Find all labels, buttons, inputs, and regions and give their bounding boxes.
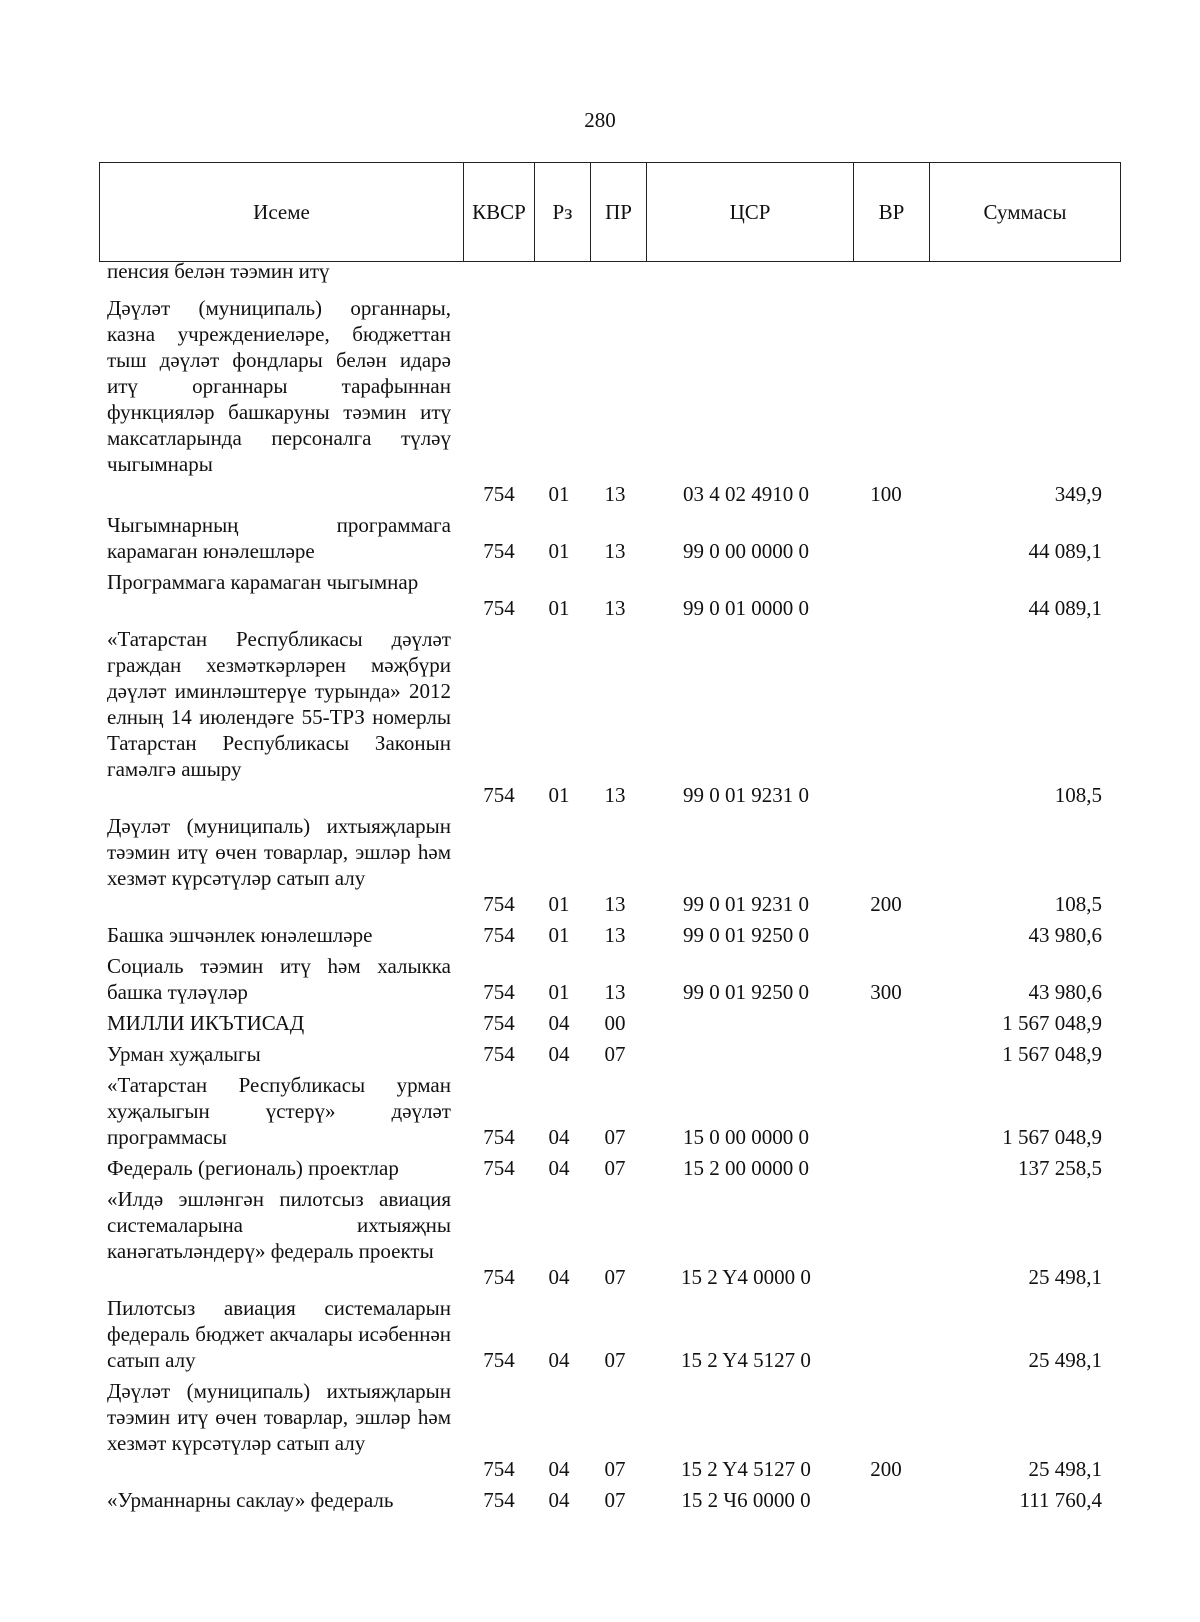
- table-row: [0, 259, 1200, 289]
- row-vr: 200: [870, 1457, 902, 1481]
- row-vr: 300: [870, 980, 902, 1004]
- row-rz: 01: [548, 783, 570, 807]
- row-pr: 00: [604, 1011, 626, 1035]
- row-rz: 04: [548, 1125, 570, 1149]
- row-rz: 01: [548, 539, 570, 563]
- table-row: [0, 948, 1200, 1005]
- row-rz: 01: [548, 980, 570, 1004]
- row-name: «Татарстан Республикасы урман хуҗалыгын үстерү» дәүләт программасы: [107, 1073, 451, 1149]
- row-sum: 1 567 048,9: [1002, 1011, 1102, 1035]
- table-row: [0, 289, 1200, 507]
- row-kvsr: 754: [483, 892, 515, 916]
- row-rz: 04: [548, 1488, 570, 1512]
- row-kvsr: 754: [483, 596, 515, 620]
- row-sum: 44 089,1: [1028, 539, 1102, 563]
- row-pr: 07: [604, 1348, 626, 1372]
- row-sum: 1 567 048,9: [1002, 1125, 1102, 1149]
- row-pr: 13: [604, 539, 626, 563]
- row-sum: 1 567 048,9: [1002, 1042, 1102, 1066]
- table-row: [0, 1005, 1200, 1036]
- row-name: МИЛЛИ ИКЪТИСАД: [107, 1011, 305, 1035]
- row-csr: 03 4 02 4910 0: [683, 482, 809, 506]
- row-kvsr: 754: [483, 1457, 515, 1481]
- row-name: Программага карамаган чыгымнар: [107, 570, 419, 594]
- column-header-vr: ВР: [854, 163, 930, 262]
- row-rz: 04: [548, 1265, 570, 1289]
- row-vr: 200: [870, 892, 902, 916]
- table-header: [99, 162, 1121, 262]
- table-row: [0, 1181, 1200, 1290]
- table-row: [0, 564, 1200, 621]
- row-pr: 13: [604, 923, 626, 947]
- row-vr: 100: [870, 482, 902, 506]
- row-pr: 07: [604, 1488, 626, 1512]
- row-name: Пилотсыз авиация системаларын федераль бюджет акчалары исәбеннән сатып алу: [107, 1296, 451, 1372]
- row-rz: 04: [548, 1011, 570, 1035]
- row-sum: 25 498,1: [1028, 1457, 1102, 1481]
- row-name: Чыгымнарның программага карамаган юнәлешләре: [107, 513, 451, 563]
- column-header-kvsr: КВСР: [464, 163, 535, 262]
- row-name: Башка эшчәнлек юнәлешләре: [107, 923, 373, 947]
- row-pr: 13: [604, 783, 626, 807]
- row-pr: 07: [604, 1125, 626, 1149]
- row-csr: 15 2 Y4 0000 0: [681, 1265, 811, 1289]
- row-kvsr: 754: [483, 1488, 515, 1512]
- row-sum: 137 258,5: [1018, 1156, 1102, 1180]
- column-header-name: Исеме: [100, 163, 464, 262]
- row-name: Урман хуҗалыгы: [107, 1042, 261, 1066]
- row-sum: 111 760,4: [1019, 1488, 1102, 1512]
- row-kvsr: 754: [483, 1348, 515, 1372]
- table-body: [0, 259, 1200, 1513]
- row-name: «Урманнарны саклау» федераль: [107, 1488, 394, 1512]
- row-rz: 01: [548, 596, 570, 620]
- table-row: [0, 1036, 1200, 1067]
- table-row: [0, 1290, 1200, 1373]
- row-rz: 01: [548, 892, 570, 916]
- table-row: [0, 1067, 1200, 1150]
- row-kvsr: 754: [483, 539, 515, 563]
- page-number: 280: [584, 108, 616, 132]
- row-pr: 07: [604, 1265, 626, 1289]
- row-csr: 99 0 00 0000 0: [683, 539, 809, 563]
- row-csr: 15 0 00 0000 0: [683, 1125, 809, 1149]
- table-row: [0, 507, 1200, 564]
- row-csr: 15 2 Y4 5127 0: [681, 1457, 811, 1481]
- row-csr: 15 2 Ч6 0000 0: [681, 1488, 811, 1512]
- row-kvsr: 754: [483, 1265, 515, 1289]
- row-kvsr: 754: [483, 1042, 515, 1066]
- row-pr: 07: [604, 1156, 626, 1180]
- row-kvsr: 754: [483, 1125, 515, 1149]
- row-name: «Илдә эшләнгән пилотсыз авиация системаларына ихтыяҗны канәгатьләндерү» федераль проекты: [107, 1187, 451, 1263]
- row-kvsr: 754: [483, 783, 515, 807]
- row-pr: 07: [604, 1042, 626, 1066]
- row-csr: 99 0 01 9231 0: [683, 892, 809, 916]
- row-sum: 349,9: [1054, 482, 1102, 506]
- row-kvsr: 754: [483, 980, 515, 1004]
- table-row: [0, 1150, 1200, 1181]
- row-rz: 01: [548, 482, 570, 506]
- column-header-csr: ЦСР: [647, 163, 854, 262]
- row-kvsr: 754: [483, 482, 515, 506]
- row-rz: 01: [548, 923, 570, 947]
- row-pr: 13: [604, 482, 626, 506]
- row-name: Дәүләт (муниципаль) ихтыяҗларын тәэмин итү өчен товарлар, эшләр һәм хезмәт күрсәтүләр сатып алу: [107, 1379, 451, 1455]
- table-row: [0, 1482, 1200, 1513]
- row-name: пенсия белән тәэмин итү: [107, 259, 330, 283]
- row-rz: 04: [548, 1457, 570, 1481]
- table-row: [0, 621, 1200, 808]
- row-sum: 25 498,1: [1028, 1348, 1102, 1372]
- row-kvsr: 754: [483, 1156, 515, 1180]
- row-kvsr: 754: [483, 923, 515, 947]
- row-rz: 04: [548, 1348, 570, 1372]
- row-pr: 13: [604, 892, 626, 916]
- row-pr: 13: [604, 980, 626, 1004]
- row-csr: 99 0 01 9231 0: [683, 783, 809, 807]
- row-pr: 13: [604, 596, 626, 620]
- row-csr: 15 2 Y4 5127 0: [681, 1348, 811, 1372]
- row-sum: 108,5: [1054, 892, 1102, 916]
- row-name: Дәүләт (муниципаль) ихтыяҗларын тәэмин итү өчен товарлар, эшләр һәм хезмәт күрсәтүләр сатып алу: [107, 814, 451, 890]
- row-csr: 99 0 01 0000 0: [683, 596, 809, 620]
- row-sum: 25 498,1: [1028, 1265, 1102, 1289]
- column-header-sum: Суммасы: [930, 163, 1121, 262]
- row-sum: 43 980,6: [1028, 923, 1102, 947]
- row-name: Дәүләт (муниципаль) органнары, казна учреждениеләре, бюджеттан тыш дәүләт фондлары белән идарә итү органнары тарафыннан функцияләр башкаруны тәэмин итү максатларында персоналга түләү чыгымнары: [107, 296, 451, 476]
- table-row: [0, 808, 1200, 917]
- row-rz: 04: [548, 1156, 570, 1180]
- row-kvsr: 754: [483, 1011, 515, 1035]
- row-sum: 44 089,1: [1028, 596, 1102, 620]
- table-row: [0, 917, 1200, 948]
- table-row: [0, 1373, 1200, 1482]
- column-header-rz: Рз: [535, 163, 591, 262]
- row-sum: 108,5: [1054, 783, 1102, 807]
- row-name: «Татарстан Республикасы дәүләт граждан хезмәткәрләрен мәҗбүри дәүләт иминләштерүе турында» 2012 елның 14 июлендәге 55-ТРЗ номерлы Татарстан Республикасы Законын гамәлгә ашыру: [107, 627, 451, 781]
- column-header-pr: ПР: [591, 163, 647, 262]
- row-name: Социаль тәэмин итү һәм халыкка башка түләүләр: [107, 954, 451, 1004]
- row-rz: 04: [548, 1042, 570, 1066]
- row-name: Федераль (региональ) проектлар: [107, 1156, 399, 1180]
- row-sum: 43 980,6: [1028, 980, 1102, 1004]
- row-csr: 15 2 00 0000 0: [683, 1156, 809, 1180]
- row-csr: 99 0 01 9250 0: [683, 923, 809, 947]
- row-csr: 99 0 01 9250 0: [683, 980, 809, 1004]
- row-pr: 07: [604, 1457, 626, 1481]
